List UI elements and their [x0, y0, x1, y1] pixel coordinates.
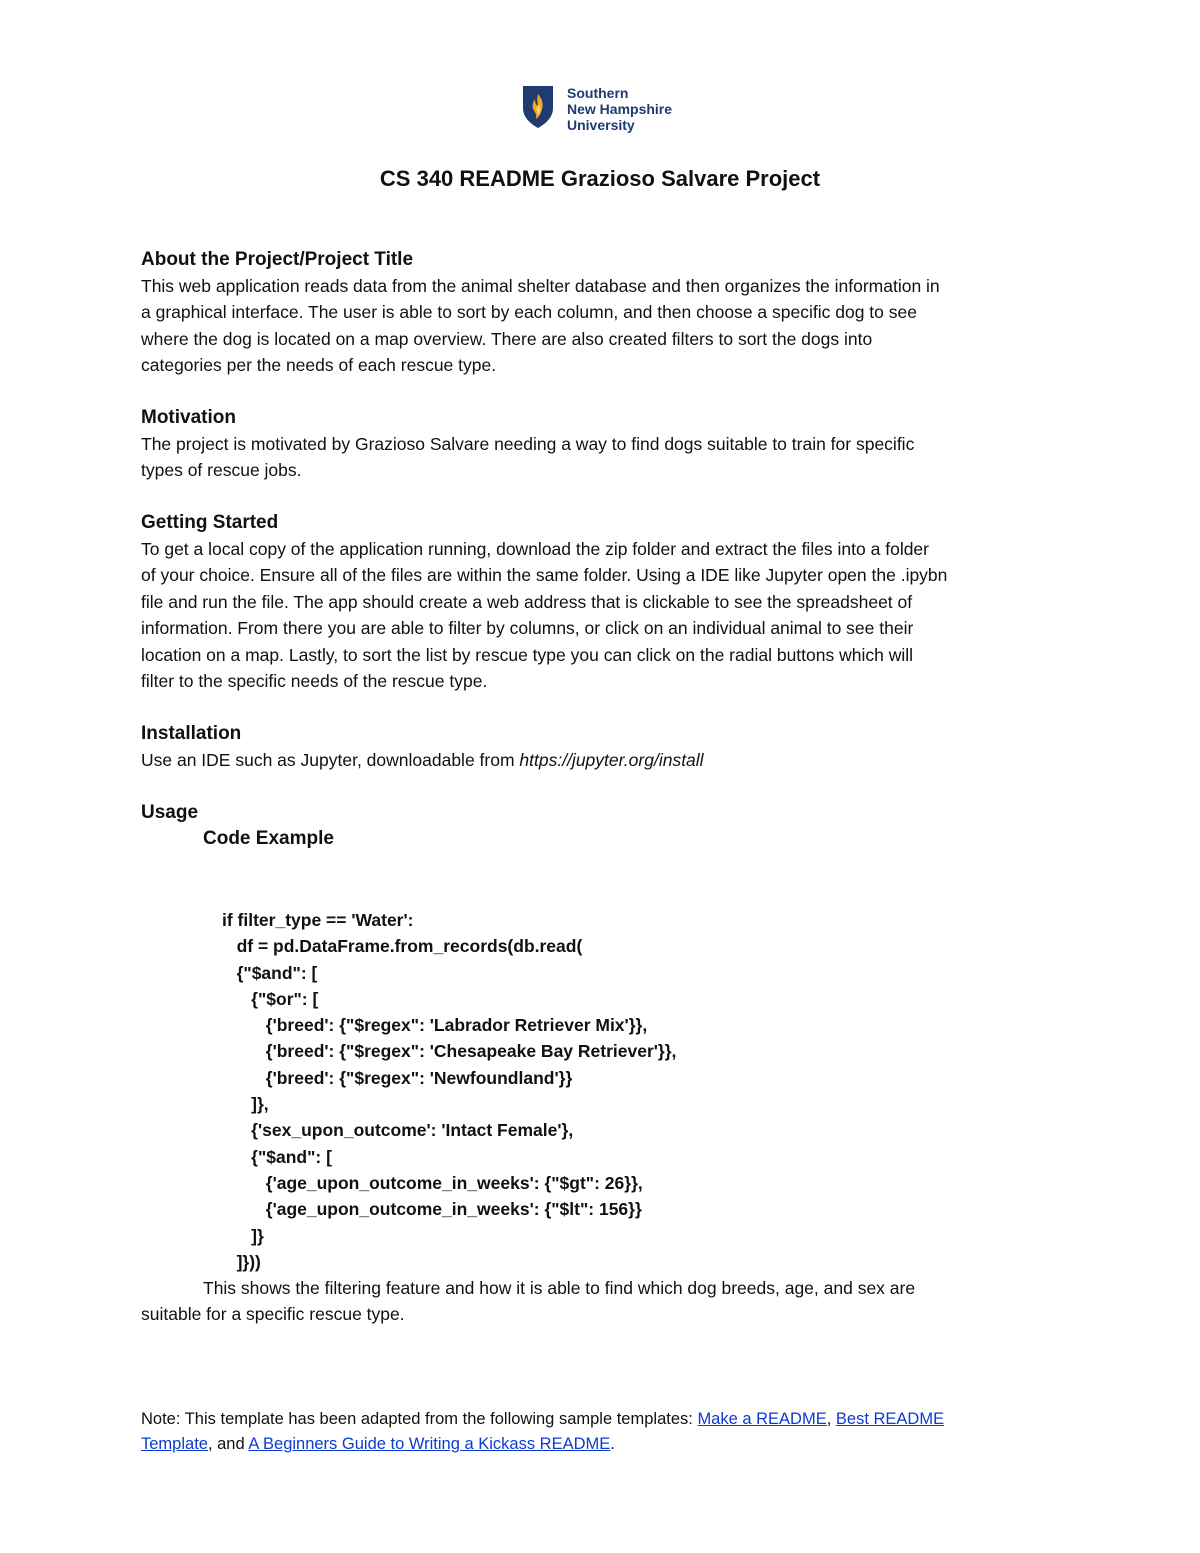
- code-line: {'breed': {"$regex": 'Labrador Retriever Mix'}},: [222, 1015, 648, 1036]
- note-separator: ,: [826, 1410, 836, 1428]
- about-heading: About the Project/Project Title: [141, 249, 414, 270]
- section-getting-started: [141, 510, 1061, 694]
- note-line: [141, 1407, 944, 1432]
- code-example-heading: Code Example: [203, 828, 334, 849]
- logo-wordmark: [567, 85, 672, 133]
- logo-line-3: University: [567, 117, 635, 133]
- usage-description-paragraph: [141, 1275, 1061, 1328]
- code-line: {"$and": [: [222, 962, 318, 983]
- code-example-block: [222, 907, 676, 1275]
- paragraph-line: To get a local copy of the application running, download the zip folder and extract the files into a folder: [141, 539, 929, 559]
- paragraph-line: suitable for a specific rescue type.: [141, 1304, 405, 1325]
- code-line: {'age_upon_outcome_in_weeks': {"$lt": 156}}: [222, 1199, 642, 1220]
- shield-flame-icon: [521, 84, 555, 130]
- usage-heading: Usage: [141, 802, 199, 823]
- code-line: ]})): [222, 1251, 261, 1272]
- getting-started-heading: Getting Started: [141, 512, 279, 533]
- paragraph-line: file and run the file. The app should create a web address that is clickable to see the spreadsheet of: [141, 591, 913, 612]
- beginners-guide-link[interactable]: A Beginners Guide to Writing a Kickass README: [248, 1435, 611, 1453]
- code-line: {'breed': {"$regex": 'Newfoundland'}}: [222, 1067, 573, 1088]
- about-paragraph: [141, 273, 1061, 379]
- make-a-readme-link[interactable]: Make a README: [697, 1410, 827, 1428]
- code-line: df = pd.DataFrame.from_records(db.read(: [222, 936, 583, 957]
- motivation-paragraph: [141, 431, 1061, 484]
- note-line: [141, 1432, 944, 1457]
- note-suffix: .: [610, 1435, 615, 1453]
- code-line: {'sex_upon_outcome': 'Intact Female'},: [222, 1120, 574, 1141]
- code-line: ]},: [222, 1094, 269, 1115]
- best-readme-template-link[interactable]: Best README: [835, 1410, 945, 1428]
- document-title: CS 340 README Grazioso Salvare Project: [379, 166, 821, 191]
- paragraph-line: a graphical interface. The user is able to sort by each column, and then choose a specific dog to see: [141, 302, 917, 323]
- template-note: [141, 1407, 944, 1457]
- paragraph-line: location on a map. Lastly, to sort the list by rescue type you can click on the radial buttons which will: [141, 644, 914, 665]
- code-line: {"$and": [: [222, 1146, 332, 1167]
- paragraph-line: where the dog is located on a map overview. There are also created filters to sort the dogs into: [141, 328, 873, 349]
- code-line: {"$or": [: [222, 988, 319, 1009]
- usage-description: [141, 1275, 1061, 1328]
- motivation-heading: Motivation: [141, 407, 236, 428]
- code-line: {'breed': {"$regex": 'Chesapeake Bay Retriever'}},: [222, 1041, 677, 1062]
- code-line: ]}: [222, 1225, 264, 1246]
- note-prefix: Note: This template has been adapted from the following sample templates:: [141, 1410, 698, 1428]
- paragraph-line: This shows the filtering feature and how it is able to find which dog breeds, age, and sex are: [203, 1278, 916, 1298]
- section-motivation: [141, 405, 1061, 484]
- installation-heading: Installation: [141, 723, 242, 744]
- code-line: {'age_upon_outcome_in_weeks': {"$gt": 26}},: [222, 1172, 643, 1193]
- paragraph-line: filter to the specific needs of the rescue type.: [141, 671, 488, 692]
- paragraph-line: This web application reads data from the animal shelter database and then organizes the information in: [141, 276, 940, 296]
- paragraph-line: information. From there you are able to filter by columns, or click on an individual animal to see their: [141, 618, 914, 639]
- paragraph-line: of your choice. Ensure all of the files are within the same folder. Using a IDE like Jupyter open the .ipybn: [141, 565, 948, 586]
- note-separator: , and: [207, 1435, 249, 1453]
- best-readme-template-link-continued[interactable]: Template: [141, 1435, 208, 1453]
- section-installation: [141, 721, 1061, 773]
- logo-line-2: New Hampshire: [567, 101, 673, 117]
- installation-paragraph: [141, 747, 1061, 773]
- jupyter-install-url: https://jupyter.org/install: [519, 750, 704, 770]
- code-line: if filter_type == 'Water':: [222, 910, 414, 930]
- paragraph-line: categories per the needs of each rescue type.: [141, 355, 497, 376]
- logo-line-1: Southern: [567, 85, 629, 101]
- getting-started-paragraph: [141, 536, 1061, 694]
- section-usage: [141, 800, 1061, 852]
- paragraph-line: The project is motivated by Grazioso Salvare needing a way to find dogs suitable to train for specific: [141, 434, 915, 454]
- university-logo: [521, 84, 691, 134]
- installation-text: Use an IDE such as Jupyter, downloadable from: [141, 750, 520, 770]
- paragraph-line: types of rescue jobs.: [141, 460, 302, 481]
- section-about: [141, 247, 1061, 379]
